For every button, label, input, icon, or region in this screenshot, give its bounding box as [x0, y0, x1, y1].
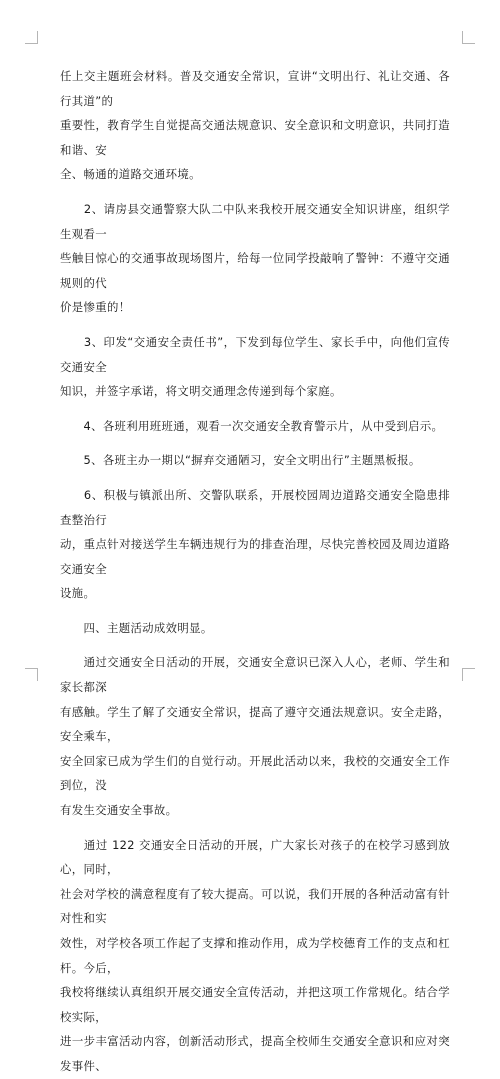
text-line: 些触目惊心的交通事故现场图片，给每一位同学投敲响了警钟：不遵守交通规则的代 [60, 251, 450, 290]
crop-mark-bottom-left [25, 668, 38, 681]
paragraph [60, 64, 450, 187]
paragraph [60, 448, 450, 473]
crop-mark-top-left [25, 31, 38, 44]
text-line: 重要性，教育学生自觉提高交通法规意识、安全意识和文明意识，共同打造和谐、安 [60, 118, 450, 157]
text-line: 设施。 [60, 586, 96, 601]
text-line: 效性，对学校各项工作起了支撑和推动作用，成为学校德育工作的支点和杠杆。今后， [60, 936, 450, 975]
text-line: 安全回家已成为学生们的自觉行动。开展此活动以来，我校的交通安全工作到位，没 [60, 753, 450, 793]
paragraph-gap [60, 606, 450, 616]
paragraph [60, 616, 450, 641]
paragraph-gap [60, 320, 450, 330]
text-line: 4、各班利用班班通，观看一次交通安全教育警示片，从中受到启示。 [60, 418, 444, 433]
paragraph-gap [60, 404, 450, 414]
paragraph [60, 414, 450, 439]
paragraph [60, 483, 450, 606]
text-line: 四、主题活动成效明显。 [60, 620, 213, 635]
paragraph-gap [60, 187, 450, 197]
text-line: 5、各班主办一期以“摒弃交通陋习，安全文明出行”主题黑板报。 [60, 453, 421, 468]
text-line: 任上交主题班会材料。普及交通安全常识，宣讲“文明出行、礼让交通、各行其道”的 [60, 69, 450, 108]
paragraph [60, 650, 450, 822]
text-line: 知识，并签字承诺，将文明交通理念传递到每个家庭。 [60, 384, 342, 399]
crop-mark-top-right [462, 31, 475, 44]
text-line: 价是惨重的！ [60, 300, 131, 315]
text-line: 全、畅通的道路交通环境。 [60, 167, 201, 182]
text-line: 通过交通安全日活动的开展，交通安全意识已深入人心，老师、学生和家长都深 [60, 655, 450, 695]
paragraph-gap [60, 438, 450, 448]
text-line: 3、印发“交通安全责任书”，下发到每位学生、家长手中，向他们宣传交通安全 [60, 334, 450, 374]
paragraph [60, 197, 450, 320]
text-line: 2、请房县交通警察大队二中队来我校开展交通安全知识讲座，组织学生观看一 [60, 201, 450, 241]
text-line: 动，重点针对接送学生车辆违规行为的排查治理，尽快完善校园及周边道路交通安全 [60, 537, 450, 576]
paragraph-gap [60, 473, 450, 483]
document-body [60, 64, 450, 1079]
text-line: 通过 122 交通安全日活动的开展，广大家长对孩子的在校学习感到放心，同时， [60, 837, 450, 877]
paragraph-gap [60, 823, 450, 833]
text-line: 有发生交通安全事故。 [60, 803, 178, 818]
text-line: 我校将继续认真组织开展交通安全宣传活动，并把这项工作常规化。结合学校实际， [60, 985, 450, 1024]
paragraph [60, 330, 450, 404]
paragraph [60, 833, 450, 1079]
text-line: 有感触。学生了解了交通安全常识，提高了遵守交通法规意识。安全走路，安全乘车， [60, 704, 450, 744]
crop-mark-bottom-right [462, 668, 475, 681]
text-line: 6、积极与镇派出所、交警队联系，开展校园周边道路交通安全隐患排查整治行 [60, 487, 450, 527]
text-line: 社会对学校的满意程度有了较大提高。可以说，我们开展的各种活动富有针对性和实 [60, 886, 450, 926]
text-line: 进一步丰富活动内容，创新活动形式，提高全校师生交通安全意识和应对突发事件、 [60, 1034, 450, 1073]
paragraph-gap [60, 640, 450, 650]
